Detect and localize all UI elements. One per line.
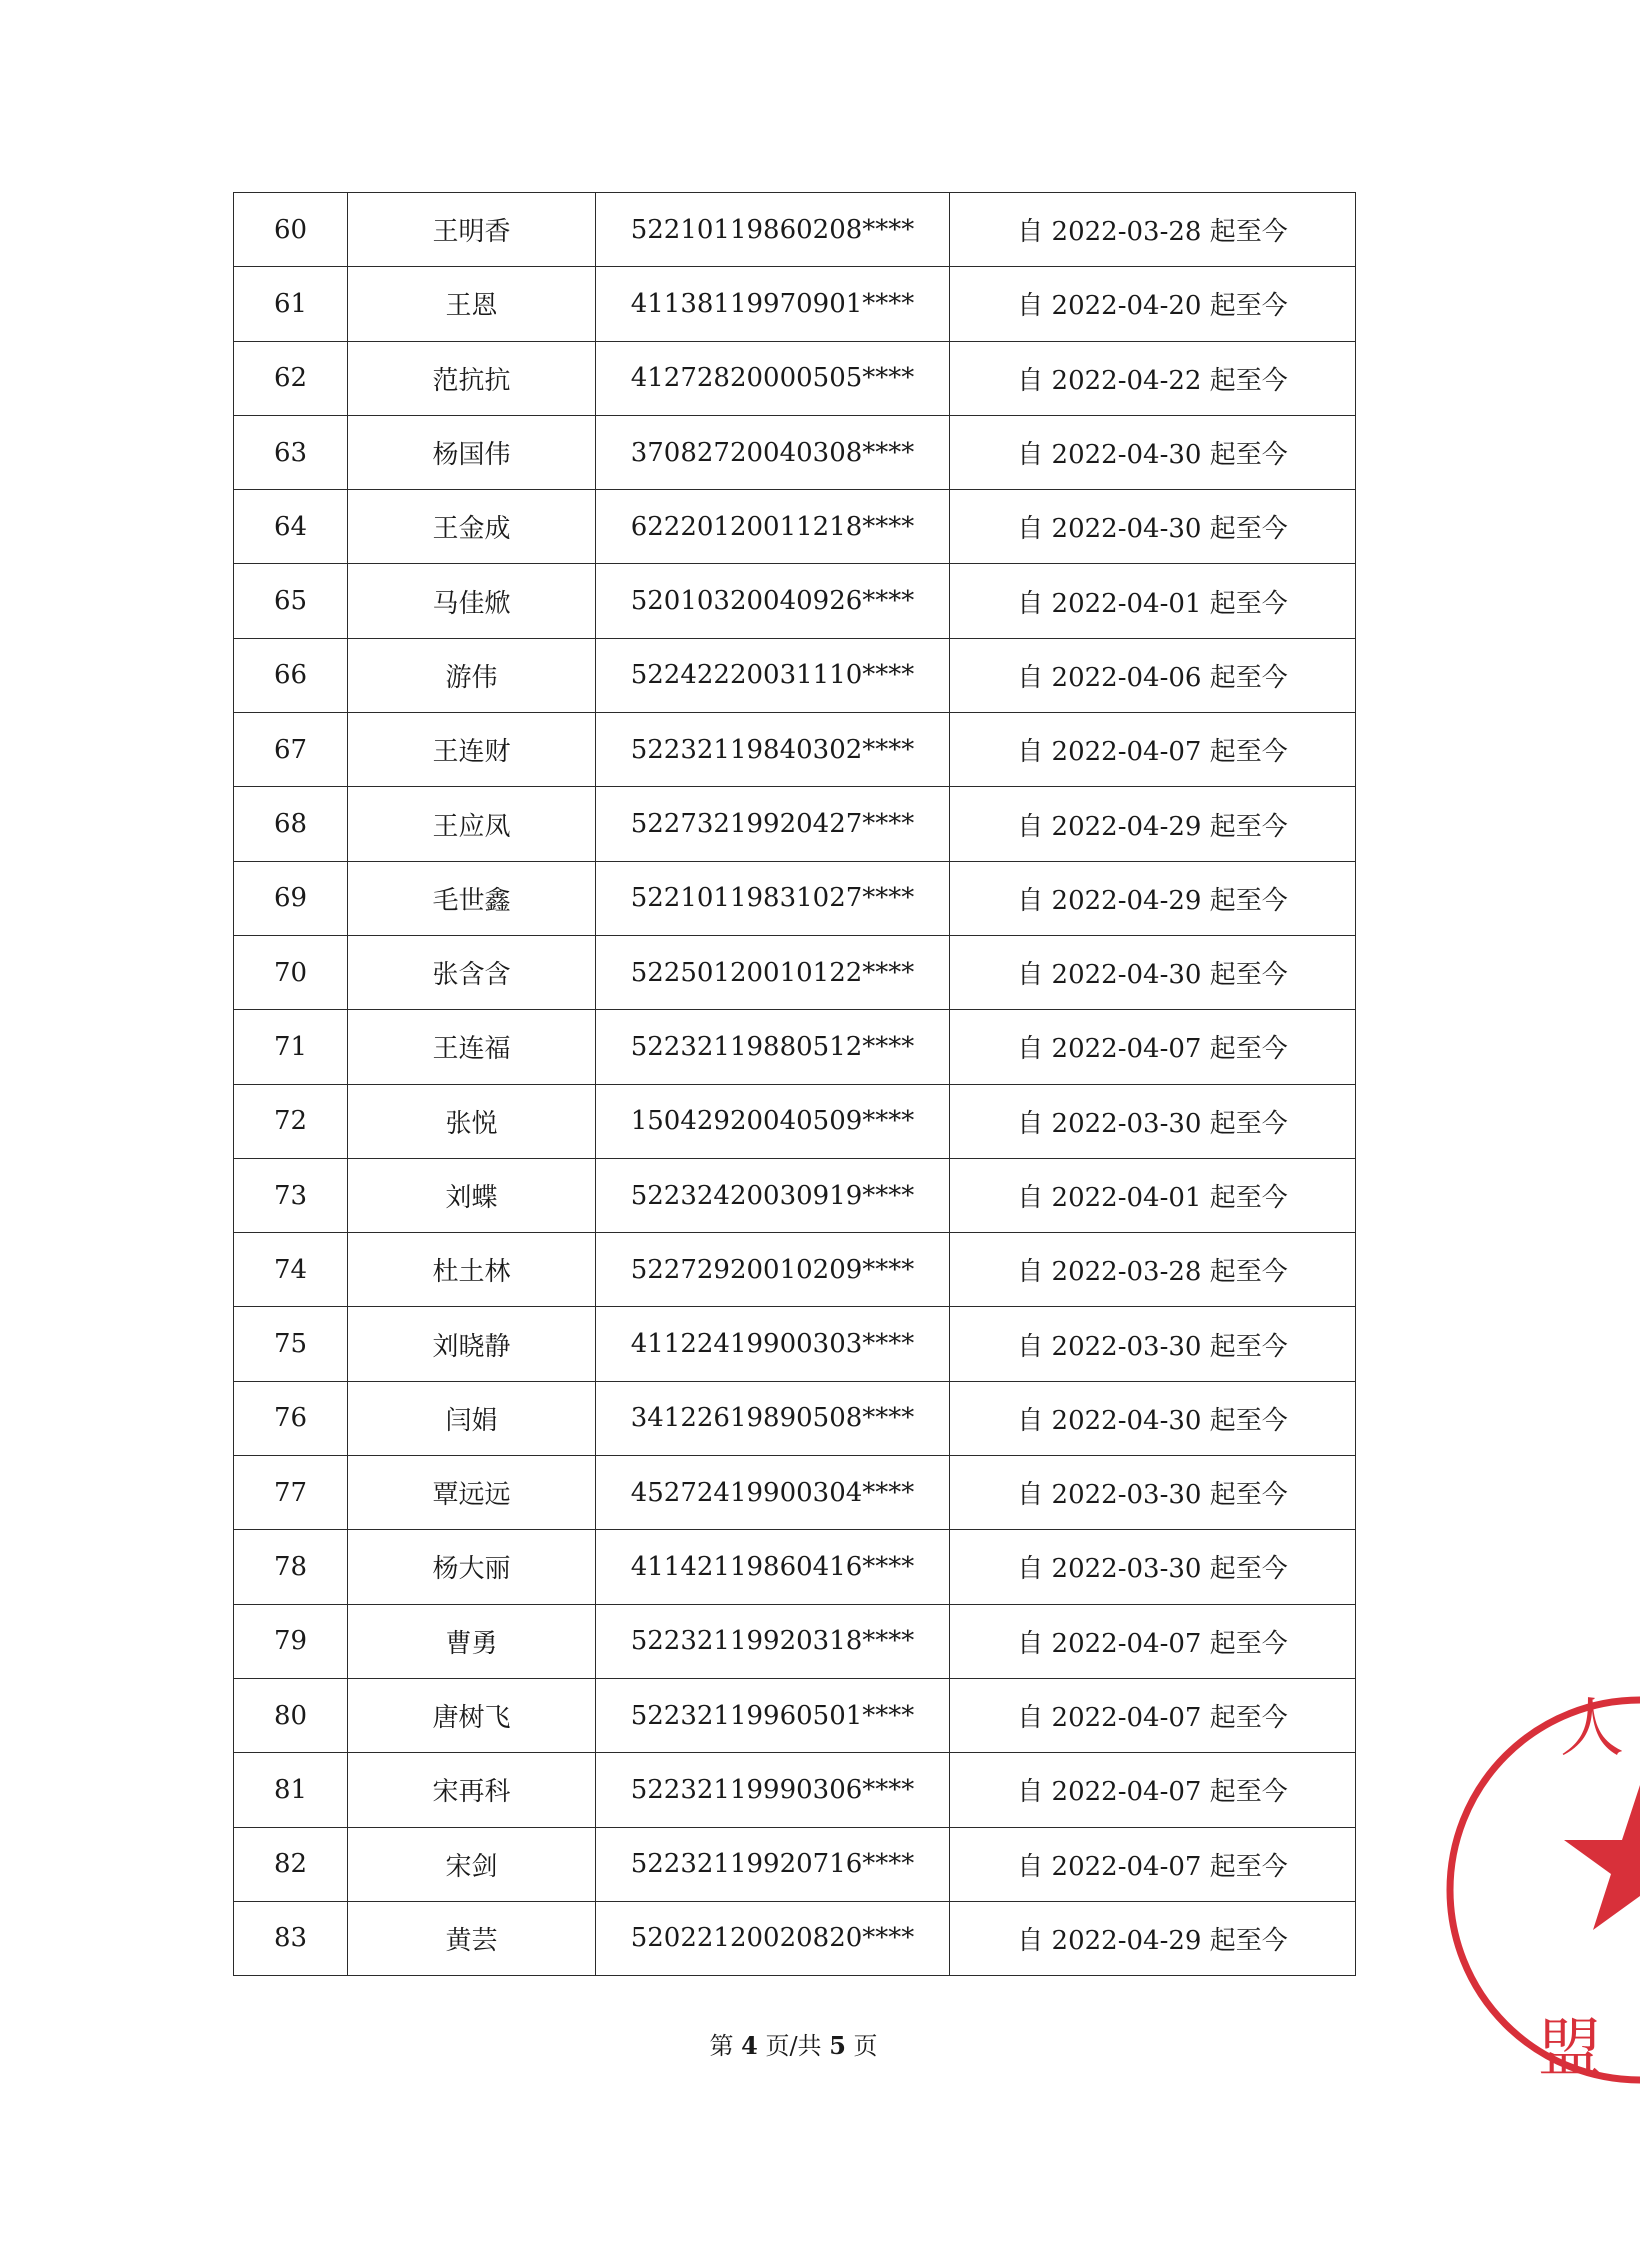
serial-number-cell: 78 — [234, 1530, 348, 1604]
name-cell: 宋剑 — [348, 1827, 596, 1901]
serial-number-cell: 70 — [234, 935, 348, 1009]
period-cell: 自 2022-03-30 起至今 — [950, 1307, 1356, 1381]
period-cell: 自 2022-04-30 起至今 — [950, 935, 1356, 1009]
serial-number-cell: 74 — [234, 1233, 348, 1307]
name-cell: 范抗抗 — [348, 341, 596, 415]
id-number-cell: 52272920010209**** — [596, 1233, 950, 1307]
table-row — [234, 1010, 1356, 1084]
current-page-number: 4 — [741, 2031, 758, 2060]
id-number-cell: 52232119880512**** — [596, 1010, 950, 1084]
serial-number-cell: 79 — [234, 1604, 348, 1678]
period-cell: 自 2022-04-30 起至今 — [950, 490, 1356, 564]
page-footer — [0, 2026, 1587, 2061]
serial-number-cell: 64 — [234, 490, 348, 564]
name-cell: 杨大丽 — [348, 1530, 596, 1604]
table-row — [234, 935, 1356, 1009]
roster-table — [233, 192, 1356, 1976]
name-cell: 张悦 — [348, 1084, 596, 1158]
period-cell: 自 2022-04-20 起至今 — [950, 267, 1356, 341]
serial-number-cell: 66 — [234, 638, 348, 712]
period-cell: 自 2022-03-28 起至今 — [950, 1233, 1356, 1307]
period-cell: 自 2022-03-30 起至今 — [950, 1456, 1356, 1530]
serial-number-cell: 63 — [234, 415, 348, 489]
id-number-cell: 41138119970901**** — [596, 267, 950, 341]
period-cell: 自 2022-04-07 起至今 — [950, 713, 1356, 787]
name-cell: 毛世鑫 — [348, 861, 596, 935]
id-number-cell: 52232119990306**** — [596, 1753, 950, 1827]
table-row — [234, 415, 1356, 489]
id-number-cell: 52242220031110**** — [596, 638, 950, 712]
period-cell: 自 2022-03-30 起至今 — [950, 1530, 1356, 1604]
serial-number-cell: 62 — [234, 341, 348, 415]
table-row — [234, 490, 1356, 564]
table-row — [234, 1827, 1356, 1901]
id-number-cell: 52232420030919**** — [596, 1158, 950, 1232]
serial-number-cell: 76 — [234, 1381, 348, 1455]
table-row — [234, 1604, 1356, 1678]
name-cell: 曹勇 — [348, 1604, 596, 1678]
period-cell: 自 2022-04-01 起至今 — [950, 564, 1356, 638]
id-number-cell: 41272820000505**** — [596, 341, 950, 415]
svg-text:盟: 盟 — [1538, 2012, 1602, 2086]
name-cell: 刘晓静 — [348, 1307, 596, 1381]
table-row — [234, 564, 1356, 638]
table-row — [234, 1901, 1356, 1975]
serial-number-cell: 69 — [234, 861, 348, 935]
footer-suffix: 页 — [853, 2032, 878, 2060]
period-cell: 自 2022-04-07 起至今 — [950, 1604, 1356, 1678]
table-row — [234, 1678, 1356, 1752]
serial-number-cell: 72 — [234, 1084, 348, 1158]
table-row — [234, 341, 1356, 415]
id-number-cell: 62220120011218**** — [596, 490, 950, 564]
id-number-cell: 37082720040308**** — [596, 415, 950, 489]
table-row — [234, 267, 1356, 341]
official-seal-stamp — [1520, 1690, 1624, 2090]
id-number-cell: 52022120020820**** — [596, 1901, 950, 1975]
table-row — [234, 861, 1356, 935]
serial-number-cell: 67 — [234, 713, 348, 787]
id-number-cell: 52232119960501**** — [596, 1678, 950, 1752]
table-row — [234, 713, 1356, 787]
table-row — [234, 1753, 1356, 1827]
serial-number-cell: 65 — [234, 564, 348, 638]
id-number-cell: 45272419900304**** — [596, 1456, 950, 1530]
serial-number-cell: 80 — [234, 1678, 348, 1752]
name-cell: 黄芸 — [348, 1901, 596, 1975]
period-cell: 自 2022-04-29 起至今 — [950, 1901, 1356, 1975]
serial-number-cell: 71 — [234, 1010, 348, 1084]
name-cell: 王恩 — [348, 267, 596, 341]
serial-number-cell: 68 — [234, 787, 348, 861]
table-row — [234, 787, 1356, 861]
id-number-cell: 52232119920318**** — [596, 1604, 950, 1678]
name-cell: 张含含 — [348, 935, 596, 1009]
svg-text:人: 人 — [1560, 1692, 1624, 1766]
name-cell: 王连财 — [348, 713, 596, 787]
name-cell: 唐树飞 — [348, 1678, 596, 1752]
serial-number-cell: 77 — [234, 1456, 348, 1530]
name-cell: 覃远远 — [348, 1456, 596, 1530]
id-number-cell: 52210119831027**** — [596, 861, 950, 935]
serial-number-cell: 60 — [234, 193, 348, 267]
id-number-cell: 52232119840302**** — [596, 713, 950, 787]
id-number-cell: 41122419900303**** — [596, 1307, 950, 1381]
serial-number-cell: 73 — [234, 1158, 348, 1232]
period-cell: 自 2022-04-07 起至今 — [950, 1678, 1356, 1752]
name-cell: 游伟 — [348, 638, 596, 712]
table-row — [234, 193, 1356, 267]
id-number-cell: 41142119860416**** — [596, 1530, 950, 1604]
period-cell: 自 2022-03-30 起至今 — [950, 1084, 1356, 1158]
id-number-cell: 52010320040926**** — [596, 564, 950, 638]
id-number-cell: 52232119920716**** — [596, 1827, 950, 1901]
serial-number-cell: 75 — [234, 1307, 348, 1381]
name-cell: 宋再科 — [348, 1753, 596, 1827]
name-cell: 杜土林 — [348, 1233, 596, 1307]
period-cell: 自 2022-04-07 起至今 — [950, 1753, 1356, 1827]
period-cell: 自 2022-04-30 起至今 — [950, 415, 1356, 489]
period-cell: 自 2022-04-06 起至今 — [950, 638, 1356, 712]
table-row — [234, 1233, 1356, 1307]
period-cell: 自 2022-04-30 起至今 — [950, 1381, 1356, 1455]
table-row — [234, 1530, 1356, 1604]
table-row — [234, 1456, 1356, 1530]
period-cell: 自 2022-04-22 起至今 — [950, 341, 1356, 415]
table-row — [234, 638, 1356, 712]
table-row — [234, 1084, 1356, 1158]
period-cell: 自 2022-03-28 起至今 — [950, 193, 1356, 267]
id-number-cell: 52210119860208**** — [596, 193, 950, 267]
roster-body — [234, 193, 1356, 1976]
serial-number-cell: 82 — [234, 1827, 348, 1901]
name-cell: 王金成 — [348, 490, 596, 564]
name-cell: 王明香 — [348, 193, 596, 267]
period-cell: 自 2022-04-29 起至今 — [950, 861, 1356, 935]
serial-number-cell: 81 — [234, 1753, 348, 1827]
name-cell: 马佳焮 — [348, 564, 596, 638]
total-pages-number: 5 — [829, 2031, 846, 2060]
table-row — [234, 1158, 1356, 1232]
id-number-cell: 15042920040509**** — [596, 1084, 950, 1158]
name-cell: 杨国伟 — [348, 415, 596, 489]
id-number-cell: 34122619890508**** — [596, 1381, 950, 1455]
period-cell: 自 2022-04-07 起至今 — [950, 1827, 1356, 1901]
serial-number-cell: 83 — [234, 1901, 348, 1975]
name-cell: 刘蝶 — [348, 1158, 596, 1232]
id-number-cell: 52273219920427**** — [596, 787, 950, 861]
table-row — [234, 1381, 1356, 1455]
period-cell: 自 2022-04-01 起至今 — [950, 1158, 1356, 1232]
footer-prefix: 第 — [709, 2032, 734, 2060]
serial-number-cell: 61 — [234, 267, 348, 341]
name-cell: 王连福 — [348, 1010, 596, 1084]
table-row — [234, 1307, 1356, 1381]
footer-middle: 页/共 — [765, 2032, 822, 2060]
name-cell: 闫娟 — [348, 1381, 596, 1455]
period-cell: 自 2022-04-07 起至今 — [950, 1010, 1356, 1084]
id-number-cell: 52250120010122**** — [596, 935, 950, 1009]
period-cell: 自 2022-04-29 起至今 — [950, 787, 1356, 861]
name-cell: 王应凤 — [348, 787, 596, 861]
seal-icon — [1520, 1690, 1640, 2090]
